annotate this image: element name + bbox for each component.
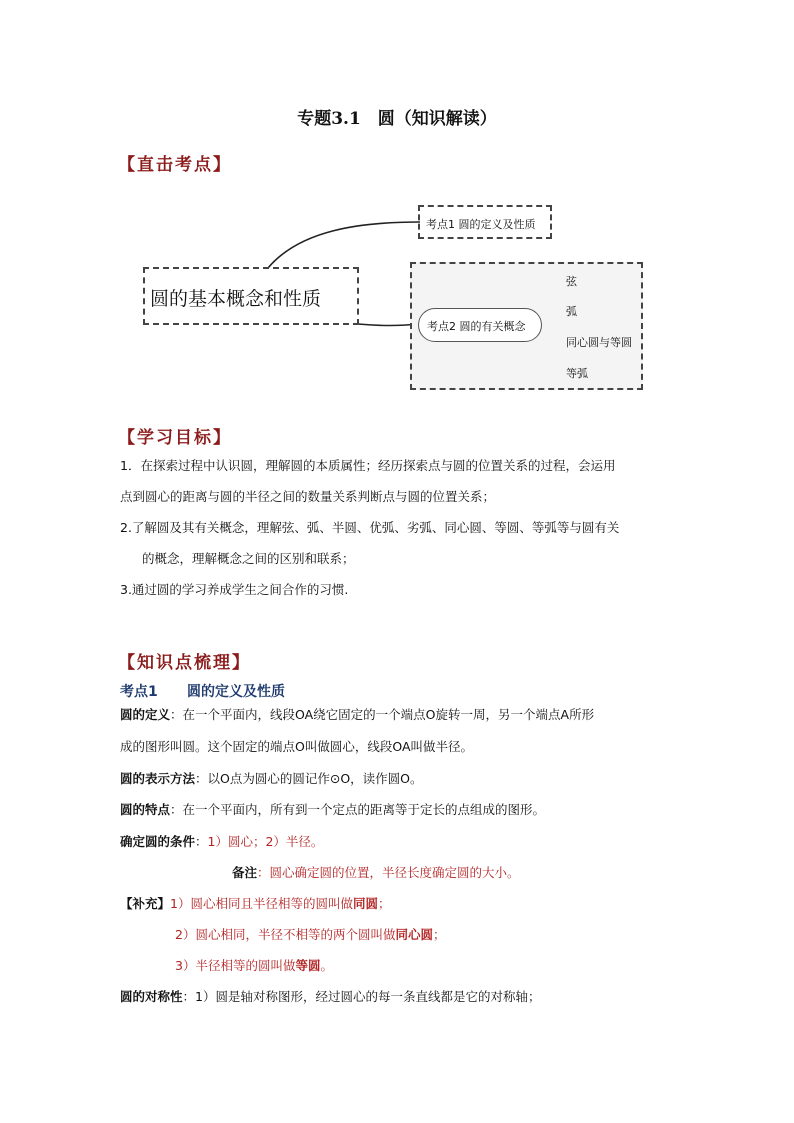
- mindmap-root-label: 圆的基本概念和性质: [150, 288, 322, 310]
- symmetry-label: 圆的对称性: [120, 989, 183, 1004]
- representation-text: ：以O点为圆心的圆记作⊙O，读作圆O。: [195, 771, 423, 786]
- condition-text: 1）圆心；2）半径。: [207, 834, 324, 849]
- supplement-text: 3）半径相等的圆叫做: [175, 958, 296, 973]
- supplement-punct: ；: [378, 896, 391, 911]
- supplement-punct: 。: [320, 958, 333, 973]
- knowledge-point-number: 考点1: [120, 684, 158, 700]
- supplement-term: 同圆: [352, 896, 378, 911]
- goal-line: 3.通过圆的学习养成学生之间合作的习惯.: [120, 582, 349, 597]
- mindmap-leaf-equal-arc: 等弧: [566, 367, 588, 380]
- goal-line: 点到圆心的距离与圆的半径之间的数量关系判断点与圆的位置关系；: [120, 489, 496, 504]
- note-label: 备注: [232, 865, 258, 880]
- supplement-line-3: [175, 958, 333, 974]
- supplement-line-2: [175, 927, 446, 943]
- supplement-text: 1）圆心相同且半径相等的圆叫做: [170, 896, 353, 911]
- page-title: 专题3.1 圆（知识解读）: [297, 109, 497, 129]
- mindmap-leaf-chord: 弦: [566, 275, 577, 288]
- goal-line: 1．在探索过程中认识圆，理解圆的本质属性；经历探索点与圆的位置关系的过程，会运用: [120, 458, 616, 473]
- definition-line-2: 成的图形叫圆。这个固定的端点O叫做圆心，线段OA叫做半径。: [120, 739, 474, 754]
- definition-text: ：在一个平面内，线段OA绕它固定的一个端点O旋转一周，另一个端点A所形: [170, 707, 595, 722]
- representation-line: [120, 771, 423, 787]
- supplement-line-1: [120, 896, 391, 912]
- knowledge-point-title: 圆的定义及性质: [187, 684, 285, 700]
- symmetry-text: ：1）圆是轴对称图形，经过圆心的每一条直线都是它的对称轴；: [182, 989, 541, 1004]
- supplement-term: 等圆: [295, 958, 321, 973]
- supplement-text: 2）圆心相同，半径不相等的两个圆叫做: [175, 927, 396, 942]
- section-knowledge-heading: 【知识点梳理】: [118, 653, 251, 673]
- supplement-punct: ；: [432, 927, 446, 942]
- note-text: ：圆心确定圆的位置，半径长度确定圆的大小。: [257, 865, 520, 880]
- feature-text: ：在一个平面内，所有到一个定点的距离等于定长的点组成的图形。: [170, 802, 546, 817]
- symmetry-line: [120, 989, 540, 1005]
- representation-label: 圆的表示方法: [120, 771, 196, 786]
- condition-line: [120, 834, 323, 850]
- goal-line: 的概念，理解概念之间的区别和联系；: [142, 551, 355, 566]
- definition-label: 圆的定义: [120, 707, 171, 722]
- mindmap-point1-label: 考点1 圆的定义及性质: [426, 218, 536, 231]
- definition-line: [120, 707, 594, 723]
- goal-line: 2.了解圆及其有关概念，理解弦、弧、半圆、优弧、劣弧、同心圆、等圆、等弧等与圆有关: [120, 520, 620, 535]
- mindmap-connectors: [0, 0, 794, 420]
- supplement-label: 【补充】: [120, 896, 171, 911]
- supplement-term: 同心圆: [395, 927, 433, 942]
- section-direct-heading: 【直击考点】: [118, 155, 232, 175]
- mindmap-leaf-concentric: 同心圆与等圆: [566, 336, 632, 349]
- mindmap-point2-label: 考点2 圆的有关概念: [427, 320, 526, 333]
- condition-label: 确定圆的条件: [120, 834, 196, 849]
- section-goals-heading: 【学习目标】: [118, 428, 232, 448]
- condition-colon: ：: [195, 834, 208, 849]
- mindmap-leaf-arc: 弧: [566, 305, 577, 318]
- note-line: [232, 865, 520, 881]
- feature-label: 圆的特点: [120, 802, 171, 817]
- feature-line: [120, 802, 545, 818]
